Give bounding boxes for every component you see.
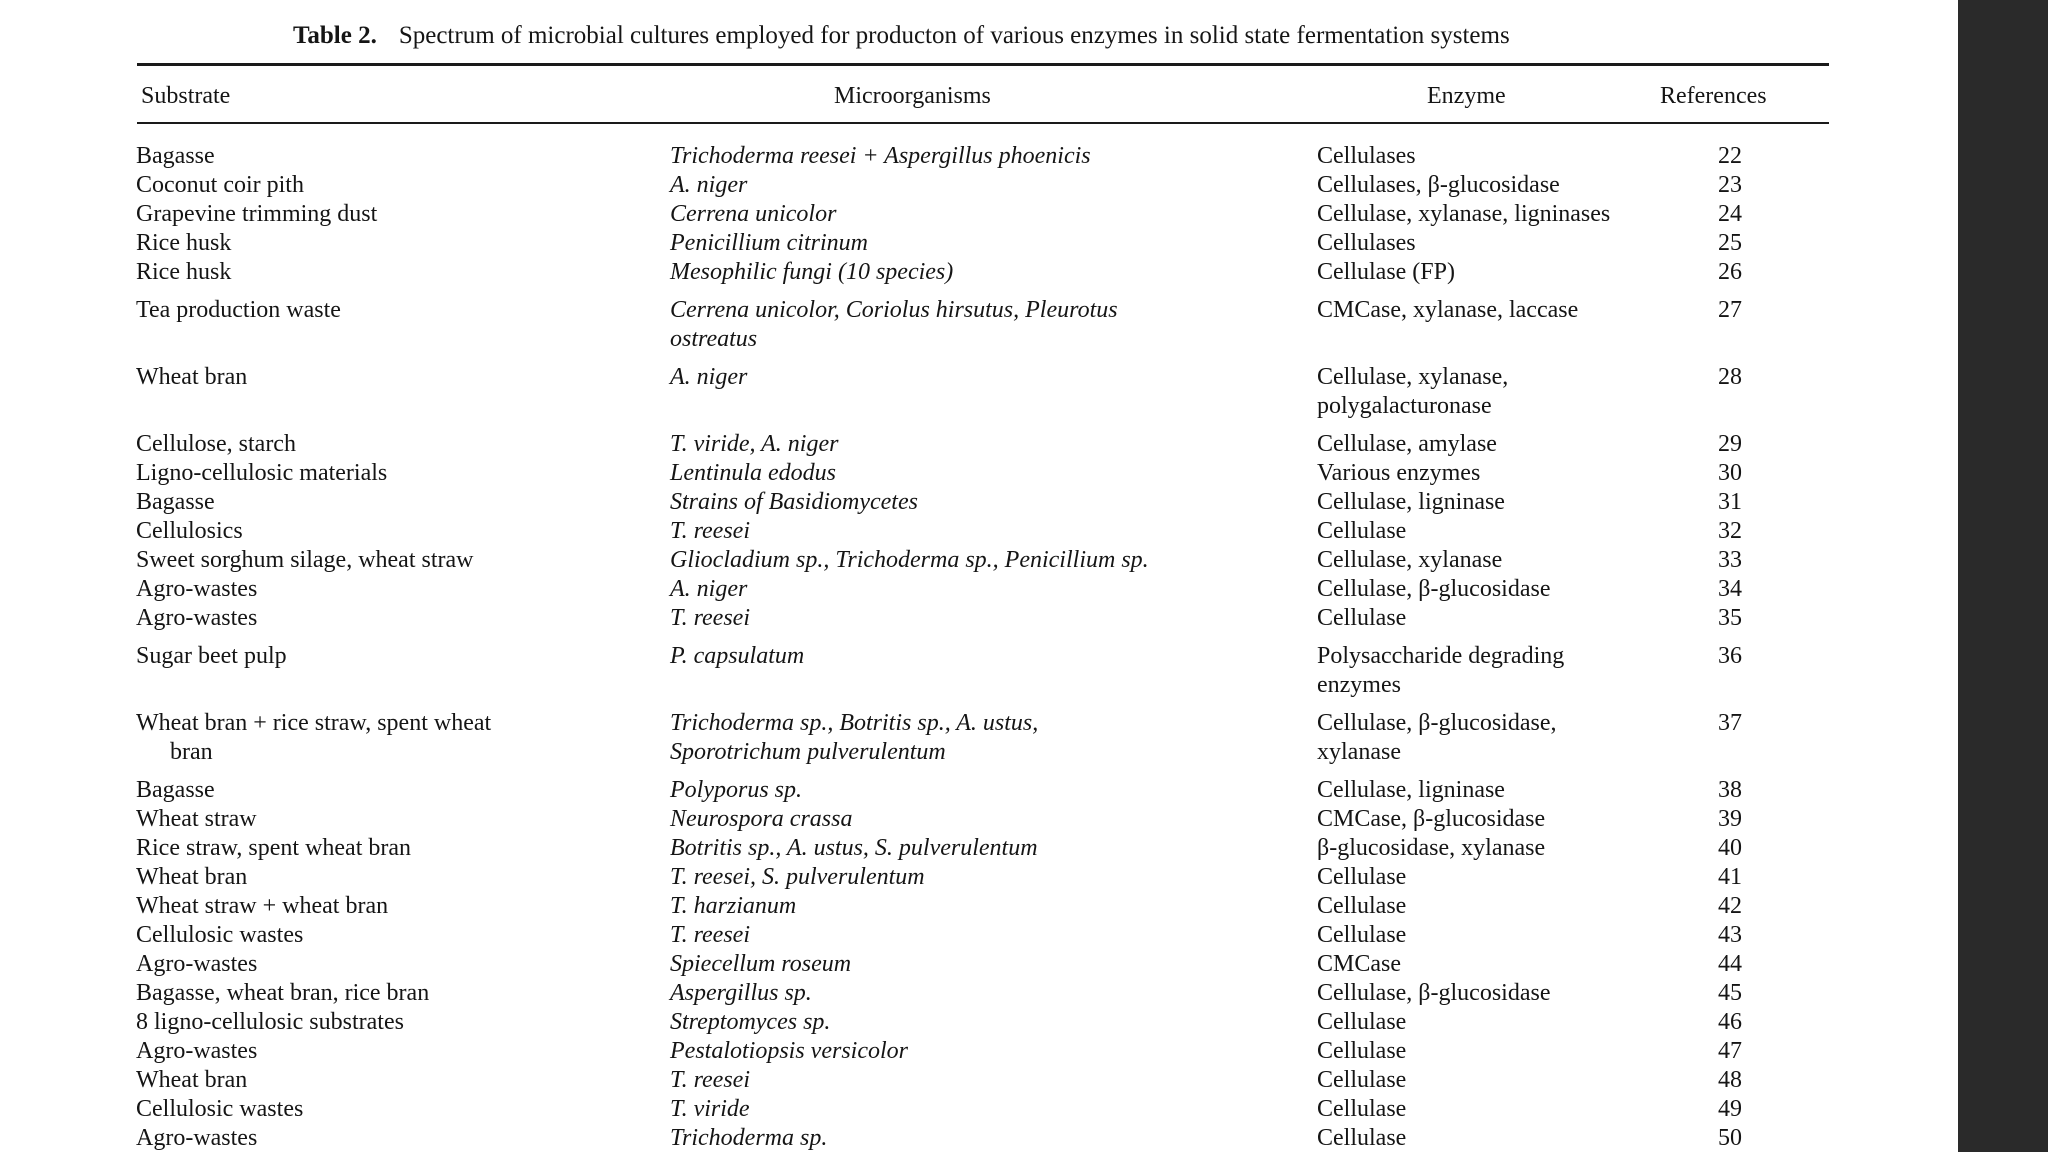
cell-enzyme — [1317, 979, 1697, 1008]
table-row — [0, 430, 1958, 459]
header-references: References — [1660, 83, 1767, 109]
cell-reference: 50 — [1718, 1125, 1742, 1151]
table-row — [0, 575, 1958, 604]
cell-microorganisms — [670, 363, 1290, 392]
cell-microorganisms-line: Streptomyces sp. — [670, 1009, 831, 1035]
cell-substrate-line: Cellulosic wastes — [136, 922, 304, 948]
cell-microorganisms — [670, 488, 1290, 517]
table-title: Spectrum of microbial cultures employed for producton of various enzymes in solid state fermentation systems — [398, 22, 1510, 49]
cell-microorganisms — [670, 1037, 1290, 1066]
cell-microorganisms — [670, 979, 1290, 1008]
table-row — [0, 709, 1958, 767]
cell-microorganisms — [670, 709, 1290, 767]
cell-enzyme — [1317, 1095, 1697, 1124]
table-top-rule — [137, 63, 1829, 66]
cell-enzyme-line: Cellulases, β-glucosidase — [1317, 172, 1560, 198]
table-row — [0, 1066, 1958, 1095]
cell-reference: 45 — [1718, 980, 1742, 1006]
table-row — [0, 776, 1958, 805]
cell-enzyme-line: Cellulase, β-glucosidase — [1317, 980, 1551, 1006]
cell-enzyme-line: Cellulase, ligninase — [1317, 777, 1505, 803]
cell-microorganisms — [670, 776, 1290, 805]
cell-substrate — [136, 200, 656, 229]
cell-microorganisms-line: T. reesei, S. pulverulentum — [670, 864, 925, 890]
cell-microorganisms — [670, 296, 1290, 354]
cell-substrate — [136, 921, 656, 950]
cell-microorganisms — [670, 430, 1290, 459]
cell-substrate — [136, 1008, 656, 1037]
cell-substrate-line: bran — [170, 739, 213, 765]
cell-substrate — [136, 459, 656, 488]
cell-enzyme-line: β-glucosidase, xylanase — [1317, 835, 1546, 861]
cell-microorganisms-line: Trichoderma reesei + Aspergillus phoenicis — [670, 143, 1091, 169]
table-row — [0, 296, 1958, 354]
cell-reference: 28 — [1718, 364, 1742, 390]
cell-enzyme — [1317, 709, 1697, 767]
cell-substrate-line: Cellulose, starch — [136, 431, 296, 457]
cell-substrate — [136, 517, 656, 546]
cell-microorganisms-line: Pestalotiopsis versicolor — [670, 1038, 908, 1064]
cell-enzyme-line: Cellulase, xylanase, ligninases — [1317, 201, 1611, 227]
cell-enzyme-line: Cellulase — [1317, 1067, 1407, 1093]
cell-enzyme — [1317, 1066, 1697, 1095]
cell-enzyme-line: Various enzymes — [1317, 460, 1481, 486]
cell-microorganisms-line: Polyporus sp. — [670, 777, 802, 803]
cell-enzyme — [1317, 642, 1697, 700]
cell-microorganisms — [670, 863, 1290, 892]
header-microorganisms: Microorganisms — [834, 83, 991, 109]
cell-enzyme — [1317, 258, 1697, 287]
cell-enzyme — [1317, 142, 1697, 171]
table-row — [0, 459, 1958, 488]
table-row — [0, 805, 1958, 834]
cell-microorganisms — [670, 642, 1290, 671]
cell-substrate — [136, 1124, 656, 1153]
table-header-rule — [137, 122, 1829, 124]
cell-microorganisms — [670, 575, 1290, 604]
cell-substrate-line: Rice husk — [136, 230, 232, 256]
cell-substrate — [136, 171, 656, 200]
cell-enzyme-line: polygalacturonase — [1317, 393, 1492, 419]
table-row — [0, 488, 1958, 517]
cell-enzyme-line: Cellulases — [1317, 143, 1416, 169]
cell-enzyme — [1317, 488, 1697, 517]
cell-enzyme — [1317, 430, 1697, 459]
cell-microorganisms-line: Spiecellum roseum — [670, 951, 852, 977]
cell-enzyme — [1317, 805, 1697, 834]
table-row — [0, 171, 1958, 200]
cell-reference: 24 — [1718, 201, 1742, 227]
cell-reference: 44 — [1718, 951, 1742, 977]
cell-substrate — [136, 430, 656, 459]
cell-enzyme-line: Cellulase — [1317, 605, 1407, 631]
table-row — [0, 517, 1958, 546]
cell-enzyme-line: Cellulase, xylanase — [1317, 547, 1503, 573]
cell-microorganisms-line: Cerrena unicolor, Coriolus hirsutus, Pleurotus — [670, 297, 1118, 323]
cell-enzyme — [1317, 575, 1697, 604]
table-row — [0, 979, 1958, 1008]
cell-enzyme-line: Cellulase — [1317, 1096, 1407, 1122]
cell-substrate-line: Rice straw, spent wheat bran — [136, 835, 412, 861]
cell-enzyme — [1317, 892, 1697, 921]
cell-substrate — [136, 642, 656, 671]
cell-enzyme — [1317, 921, 1697, 950]
cell-microorganisms-line: T. harzianum — [670, 893, 797, 919]
cell-substrate — [136, 229, 656, 258]
cell-substrate — [136, 834, 656, 863]
cell-substrate-line: Sugar beet pulp — [136, 643, 287, 669]
cell-microorganisms — [670, 459, 1290, 488]
cell-substrate-line: Bagasse — [136, 143, 215, 169]
cell-substrate — [136, 604, 656, 633]
cell-enzyme — [1317, 776, 1697, 805]
cell-microorganisms — [670, 604, 1290, 633]
cell-substrate-line: Agro-wastes — [136, 1038, 258, 1064]
cell-microorganisms-line: T. viride, A. niger — [670, 431, 839, 457]
cell-substrate-line: Grapevine trimming dust — [136, 201, 378, 227]
cell-reference: 32 — [1718, 518, 1742, 544]
cell-enzyme-line: enzymes — [1317, 672, 1401, 698]
cell-substrate-line: Agro-wastes — [136, 605, 258, 631]
cell-microorganisms-line: Lentinula edodus — [670, 460, 836, 486]
cell-substrate — [136, 258, 656, 287]
table-row — [0, 834, 1958, 863]
cell-enzyme — [1317, 171, 1697, 200]
cell-substrate-line: Agro-wastes — [136, 951, 258, 977]
cell-substrate-line: Coconut coir pith — [136, 172, 304, 198]
cell-reference: 31 — [1718, 489, 1742, 515]
cell-reference: 49 — [1718, 1096, 1742, 1122]
cell-substrate — [136, 488, 656, 517]
cell-substrate — [136, 892, 656, 921]
cell-microorganisms-line: Mesophilic fungi (10 species) — [670, 259, 954, 285]
cell-substrate-line: Wheat bran — [136, 1067, 248, 1093]
cell-microorganisms-line: Cerrena unicolor — [670, 201, 837, 227]
cell-substrate — [136, 776, 656, 805]
cell-microorganisms — [670, 142, 1290, 171]
cell-substrate-line: Agro-wastes — [136, 576, 258, 602]
cell-microorganisms-line: A. niger — [670, 576, 748, 602]
cell-reference: 39 — [1718, 806, 1742, 832]
table-row — [0, 863, 1958, 892]
cell-enzyme — [1317, 834, 1697, 863]
cell-substrate — [136, 546, 656, 575]
cell-reference: 27 — [1718, 297, 1742, 323]
cell-microorganisms — [670, 1124, 1290, 1153]
cell-enzyme-line: Cellulase — [1317, 922, 1407, 948]
table-row — [0, 142, 1958, 171]
table-row — [0, 1037, 1958, 1066]
cell-substrate-line: Rice husk — [136, 259, 232, 285]
cell-microorganisms-line: P. capsulatum — [670, 643, 805, 669]
cell-enzyme-line: CMCase, xylanase, laccase — [1317, 297, 1579, 323]
cell-reference: 38 — [1718, 777, 1742, 803]
cell-microorganisms-line: T. reesei — [670, 1067, 750, 1093]
cell-substrate — [136, 296, 656, 325]
cell-microorganisms-line: Sporotrichum pulverulentum — [670, 739, 946, 765]
cell-substrate-line: Sweet sorghum silage, wheat straw — [136, 547, 474, 573]
cell-microorganisms-line: A. niger — [670, 364, 748, 390]
table-row — [0, 921, 1958, 950]
table-row — [0, 1008, 1958, 1037]
cell-substrate — [136, 142, 656, 171]
cell-reference: 23 — [1718, 172, 1742, 198]
cell-microorganisms — [670, 950, 1290, 979]
cell-enzyme — [1317, 363, 1697, 421]
cell-microorganisms-line: T. viride — [670, 1096, 750, 1122]
cell-reference: 33 — [1718, 547, 1742, 573]
cell-enzyme-line: Cellulases — [1317, 230, 1416, 256]
header-substrate: Substrate — [141, 83, 231, 109]
cell-microorganisms — [670, 229, 1290, 258]
cell-reference: 47 — [1718, 1038, 1742, 1064]
cell-enzyme-line: Cellulase — [1317, 893, 1407, 919]
cell-reference: 34 — [1718, 576, 1742, 602]
cell-reference: 22 — [1718, 143, 1742, 169]
cell-reference: 37 — [1718, 710, 1742, 736]
cell-enzyme-line: Cellulase — [1317, 1009, 1407, 1035]
table-row — [0, 546, 1958, 575]
cell-reference: 29 — [1718, 431, 1742, 457]
cell-microorganisms-line: T. reesei — [670, 518, 750, 544]
cell-substrate-line: Bagasse — [136, 489, 215, 515]
cell-substrate-line: 8 ligno-cellulosic substrates — [136, 1009, 404, 1035]
cell-enzyme — [1317, 950, 1697, 979]
table-row — [0, 200, 1958, 229]
cell-reference: 46 — [1718, 1009, 1742, 1035]
cell-enzyme-line: Cellulase (FP) — [1317, 259, 1455, 285]
cell-substrate-line: Ligno-cellulosic materials — [136, 460, 388, 486]
cell-enzyme — [1317, 229, 1697, 258]
cell-microorganisms-line: Trichoderma sp. — [670, 1125, 828, 1151]
cell-substrate — [136, 709, 656, 767]
cell-microorganisms — [670, 1008, 1290, 1037]
cell-enzyme — [1317, 517, 1697, 546]
cell-enzyme-line: Cellulase, β-glucosidase — [1317, 576, 1551, 602]
cell-reference: 41 — [1718, 864, 1742, 890]
cell-enzyme-line: CMCase, β-glucosidase — [1317, 806, 1546, 832]
cell-substrate — [136, 805, 656, 834]
cell-microorganisms-line: Aspergillus sp. — [670, 980, 812, 1006]
cell-microorganisms-line: Penicillium citrinum — [670, 230, 868, 256]
cell-substrate — [136, 950, 656, 979]
cell-reference: 30 — [1718, 460, 1742, 486]
table-number: Table 2. — [293, 22, 377, 49]
cell-microorganisms-line: Gliocladium sp., Trichoderma sp., Penicillium sp. — [670, 547, 1149, 573]
cell-enzyme — [1317, 1124, 1697, 1153]
cell-substrate-line: Agro-wastes — [136, 1125, 258, 1151]
cell-enzyme-line: CMCase — [1317, 951, 1401, 977]
cell-substrate — [136, 1066, 656, 1095]
cell-substrate-line: Wheat straw + wheat bran — [136, 893, 389, 919]
cell-microorganisms — [670, 546, 1290, 575]
cell-microorganisms-line: Botritis sp., A. ustus, S. pulverulentum — [670, 835, 1038, 861]
cell-enzyme-line: Cellulase — [1317, 1038, 1407, 1064]
cell-substrate-line: Cellulosics — [136, 518, 243, 544]
cell-enzyme-line: Cellulase — [1317, 518, 1407, 544]
cell-reference: 26 — [1718, 259, 1742, 285]
cell-microorganisms — [670, 805, 1290, 834]
cell-substrate — [136, 1037, 656, 1066]
cell-enzyme — [1317, 459, 1697, 488]
cell-microorganisms — [670, 1095, 1290, 1124]
cell-substrate-line: Bagasse — [136, 777, 215, 803]
cell-enzyme-line: Cellulase, β-glucosidase, — [1317, 710, 1557, 736]
cell-microorganisms — [670, 1066, 1290, 1095]
cell-microorganisms — [670, 200, 1290, 229]
cell-reference: 43 — [1718, 922, 1742, 948]
cell-microorganisms — [670, 258, 1290, 287]
cell-reference: 25 — [1718, 230, 1742, 256]
cell-substrate-line: Wheat bran + rice straw, spent wheat — [136, 710, 492, 736]
cell-microorganisms-line: T. reesei — [670, 922, 750, 948]
cell-microorganisms-line: Neurospora crassa — [670, 806, 853, 832]
cell-microorganisms — [670, 892, 1290, 921]
cell-microorganisms-line: Trichoderma sp., Botritis sp., A. ustus, — [670, 710, 1039, 736]
table-row — [0, 229, 1958, 258]
table-row — [0, 1124, 1958, 1153]
table-row — [0, 950, 1958, 979]
cell-enzyme-line: Cellulase, xylanase, — [1317, 364, 1509, 390]
cell-reference: 35 — [1718, 605, 1742, 631]
cell-substrate — [136, 979, 656, 1008]
cell-microorganisms-line: Strains of Basidiomycetes — [670, 489, 918, 515]
cell-enzyme — [1317, 296, 1697, 325]
cell-substrate-line: Tea production waste — [136, 297, 341, 323]
cell-substrate-line: Cellulosic wastes — [136, 1096, 304, 1122]
cell-enzyme-line: Cellulase, amylase — [1317, 431, 1497, 457]
cell-enzyme — [1317, 200, 1697, 229]
cell-microorganisms-line: A. niger — [670, 172, 748, 198]
table-row — [0, 604, 1958, 633]
cell-substrate-line: Wheat bran — [136, 364, 248, 390]
cell-microorganisms — [670, 921, 1290, 950]
cell-enzyme-line: Cellulase, ligninase — [1317, 489, 1505, 515]
cell-substrate — [136, 1095, 656, 1124]
cell-substrate-line: Bagasse, wheat bran, rice bran — [136, 980, 430, 1006]
cell-substrate-line: Wheat bran — [136, 864, 248, 890]
table-row — [0, 258, 1958, 287]
cell-substrate — [136, 575, 656, 604]
cell-reference: 42 — [1718, 893, 1742, 919]
cell-enzyme-line: xylanase — [1317, 739, 1401, 765]
cell-enzyme-line: Cellulase — [1317, 1125, 1407, 1151]
table-row — [0, 363, 1958, 421]
cell-enzyme — [1317, 546, 1697, 575]
cell-substrate — [136, 863, 656, 892]
window-dark-edge — [1958, 0, 2048, 1152]
cell-reference: 40 — [1718, 835, 1742, 861]
table-row — [0, 892, 1958, 921]
cell-enzyme — [1317, 863, 1697, 892]
table-row — [0, 1095, 1958, 1124]
cell-reference: 36 — [1718, 643, 1742, 669]
cell-substrate-line: Wheat straw — [136, 806, 257, 832]
cell-reference: 48 — [1718, 1067, 1742, 1093]
cell-microorganisms-line: ostreatus — [670, 326, 758, 352]
table-caption — [293, 22, 1510, 50]
cell-microorganisms — [670, 834, 1290, 863]
cell-microorganisms — [670, 171, 1290, 200]
cell-microorganisms-line: T. reesei — [670, 605, 750, 631]
cell-substrate — [136, 363, 656, 392]
cell-microorganisms — [670, 517, 1290, 546]
table-row — [0, 642, 1958, 700]
header-enzyme: Enzyme — [1427, 83, 1506, 109]
cell-enzyme — [1317, 1037, 1697, 1066]
cell-enzyme — [1317, 604, 1697, 633]
cell-enzyme-line: Polysaccharide degrading — [1317, 643, 1565, 669]
cell-enzyme-line: Cellulase — [1317, 864, 1407, 890]
cell-enzyme — [1317, 1008, 1697, 1037]
